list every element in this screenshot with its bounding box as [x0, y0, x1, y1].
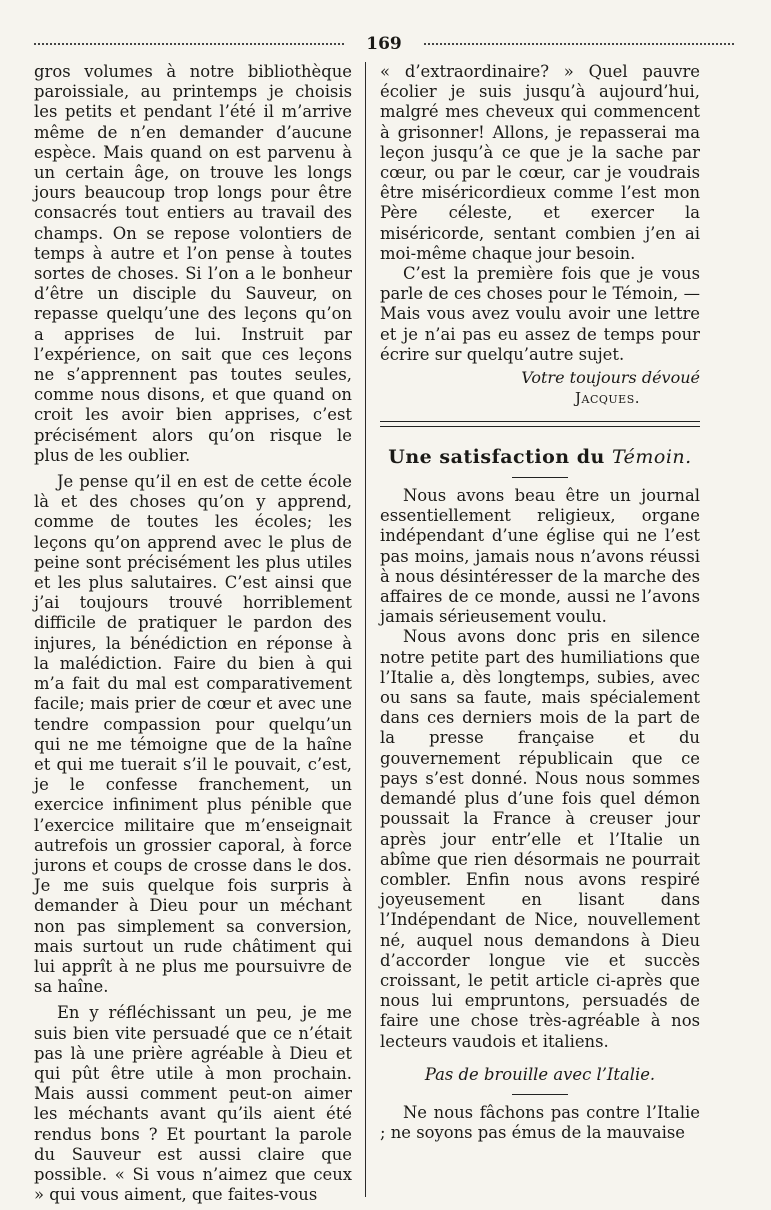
- subtitle-rule: [512, 1094, 568, 1095]
- right-column: [380, 62, 700, 1143]
- section-separator: [380, 421, 700, 427]
- left-paragraph-2: Je pense qu’il en est de cette école là et des choses qu’on y apprend, comme de toutes les écoles; les leçons qu’on apprend avec le plus de peine sont précisément les plus utiles et les plus salutaires. C’est ainsi que j’ai toujours trouvé horriblement difficile de pratiquer le pardon des injures, la bénédiction en réponse à la malédiction. Faire du bien à qui m’a fait du mal est comparativement facile; mais prier de cœur et avec une tendre compassion pour quelqu’un qui ne me témoigne que de la haîne et qui me tuerait s’il le pouvait, c’est, je le confesse franchement, un exercice infiniment plus pénible que l’exercice militaire que m’enseignait autrefois un grossier caporal, à force jurons et coups de crosse dans le dos. Je me suis quelque fois surpris à demander à Dieu pour un méchant non pas simplement sa conversion, mais surtout un rude châtiment qui lui apprît à ne plus me poursuivre de sa haîne.: [34, 472, 352, 997]
- left-paragraph-1: gros volumes à notre bibliothèque paroissiale, au printemps je choisis les petits et pendant l’été il m’arrive même de n’en demander d’aucune espèce. Mais quand on est parvenu à un certain âge, on trouve les longs jours beaucoup trop longs pour être consacrés tout entiers au travail des champs. On se repose volontiers de temps à autre et l’on pense à toutes sortes de choses. Si l’on a le bonheur d’être un disciple du Sauveur, on repasse quelqu’une des leçons qu’on a apprises de lui. Instruit par l’expérience, on sait que ces leçons ne s’apprennent pas toutes seules, comme nous disons, et que quand on croit les avoir bien apprises, c’est précisément alors qu’on risque le plus de les oublier.: [34, 62, 352, 465]
- title-rule: [512, 477, 568, 478]
- sign-off: Votre toujours dévoué: [521, 368, 700, 388]
- page-header: [34, 34, 734, 54]
- header-rule-right: [424, 43, 734, 45]
- column-divider: [365, 62, 366, 1197]
- signature: Jacques.: [575, 389, 640, 408]
- right-paragraph-1: « d’extraordinaire? » Quel pauvre écolier je suis jusqu’à aujourd’hui, malgré mes cheveux qui commencent à grisonner! Allons, je repasserai ma leçon jusqu’à ce que je la sache par cœur, ou par le cœur, car je voudrais être miséricordieux comme l’est mon Père céleste, et exercer la miséricorde, sentant combien j’en ai moi-même chaque jour besoin.: [380, 62, 700, 263]
- section-title: [380, 445, 700, 469]
- right-paragraph-2: C’est la première fois que je vous parle de ces choses pour le Témoin, — Mais vous avez voulu avoir une lettre et je n’ai pas eu assez de temps pour écrire sur quelqu’autre sujet.: [380, 264, 700, 364]
- section-title-italic: Témoin.: [611, 446, 692, 469]
- article-subtitle: Pas de brouille avec l’Italie.: [424, 1064, 656, 1084]
- left-column: [34, 62, 352, 1205]
- section-title-text: Une satisfaction du: [388, 446, 605, 469]
- left-paragraph-3: En y réfléchissant un peu, je me suis bien vite persuadé que ce n’était pas là une prière agréable à Dieu et qui pût être utile à mon prochain. Mais aussi comment peut-on aimer les méchants avant qu’ils aient été rendus bons ? Et pourtant la parole du Sauveur est aussi claire que possible. « Si vous n’aimez que ceux » qui vous aiment, que faites-vous: [34, 1003, 352, 1205]
- header-rule-left: [34, 43, 344, 45]
- page-number: 169: [366, 34, 402, 54]
- section-paragraph-2: Nous avons donc pris en silence notre petite part des humiliations que l’Italie a, dès longtemps, subies, avec ou sans sa faute, mais spécialement dans ces derniers mois de la part de la presse française et du gouvernement républicain que ce pays s’est donné. Nous nous sommes demandé plus d’une fois quel démon poussait la France à creuser jour après jour entr’elle et l’Italie un abîme que rien désormais ne pourrait combler. Enfin nous avons respiré joyeusement en lisant dans l’Indépendant de Nice, nouvellement né, auquel nous demandons à Dieu d’accorder longue vie et succès croissant, le petit article ci-après que nous lui empruntons, persuadés de faire une chose très-agréable à nos lecteurs vaudois et italiens.: [380, 627, 700, 1051]
- final-paragraph: Ne nous fâchons pas contre l’Italie ; ne soyons pas émus de la mauvaise: [380, 1102, 700, 1142]
- section-paragraph-1: Nous avons beau être un journal essentiellement religieux, organe indépendant d’une église qui ne l’est pas moins, jamais nous n’avons réussi à nous désintéresser de la marche des affaires de ce monde, aussi ne l’avons jamais sérieusement voulu.: [380, 486, 700, 627]
